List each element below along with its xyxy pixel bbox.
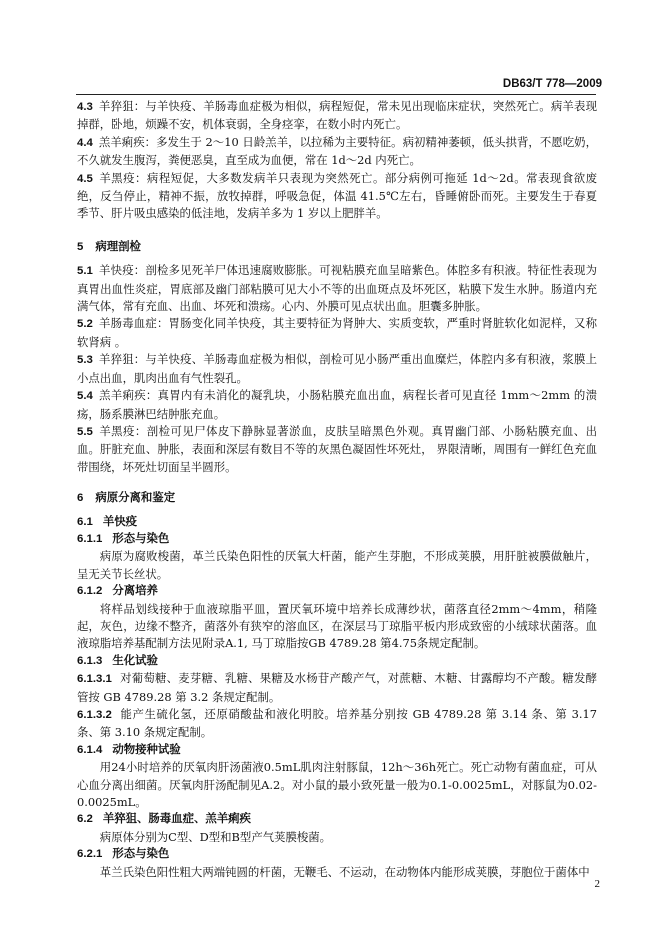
clause-5-3: 5.3 羊猝狙：与羊快疫、羊肠毒血症极为相似，剖检可见小肠严重出血糜烂，体腔内多有积液，浆膜上小点出血，肌肉出血有气性裂孔。 <box>77 352 597 385</box>
header-divider <box>76 94 596 95</box>
clause-4-3: 4.3 羊猝狙：与羊快疫、羊肠毒血症极为相似，病程短促，常未见出现临床症状，突然死亡。病羊表现掉群，卧地，烦躁不安，机体衰弱，全身痉挛，在数小时内死亡。 <box>77 99 597 132</box>
section-6-1-1-heading: 6.1.1 形态与染色 <box>77 532 170 545</box>
page-number: 2 <box>594 878 600 890</box>
document-body <box>77 98 597 881</box>
section-6-1-3-heading: 6.1.3 生化试验 <box>77 654 158 667</box>
section-5-heading: 5 病理剖检 <box>77 240 141 253</box>
paragraph-6-1-4: 用24小时培养的厌氧肉肝汤菌液0.5mL肌肉注射豚鼠，12h～36h死亡。死亡动物有菌血症，可从心血分离出细菌。厌氧肉肝汤配制见A.2。对小鼠的最小致死量一般为0.1-0.0025mL，对豚鼠为0.02-0.0025mL。 <box>77 760 597 810</box>
clause-5-1: 5.1 羊快疫：剖检多见死羊尸体迅速腐败膨胀。可视粘膜充血呈暗紫色。体腔多有积液。特征性表现为真胃出血性炎症，胃底部及幽门部粘膜可见大小不等的出血斑点及坏死区，粘膜下发生水肿。肠道内充满气体，常有充血、出血、坏死和溃疡。心内、外膜可见点状出血。胆囊多肿胀。 <box>77 263 597 314</box>
clause-text: 羊猝狙：与羊快疫、羊肠毒血症极为相似，病程短促，常未见出现临床症状，突然死亡。病羊表现掉群，卧地，烦躁不安，机体衰弱，全身痉挛，在数小时内死亡。 <box>77 99 597 132</box>
paragraph-6-1-1: 病原为腐败梭菌，革兰氏染色阳性的厌氧大杆菌，能产生芽胞，不形成荚膜，用肝脏被膜做触片，呈无关节长丝状。 <box>77 549 597 581</box>
clause-5-2: 5.2 羊肠毒血症：胃肠变化同羊快疫，其主要特征为肾肿大、实质变软，严重时肾脏软化如泥样，又称软肾病 。 <box>77 316 597 349</box>
clause-6-1-3-1: 6.1.3.1 对葡萄糖、麦芽糖、乳糖、果糖及水杨苷产酸产气，对蔗糖、木糖、甘露醇均不产酸。糖发酵管按 GB 4789.28 第 3.2 条规定配制。 <box>77 671 597 704</box>
section-6-1-4-heading: 6.1.4 动物接种试验 <box>77 743 181 756</box>
clause-6-1-3-2: 6.1.3.2 能产生硫化氢，还原硝酸盐和液化明胶。培养基分别按 GB 4789.28 第 3.14 条、第 3.17 条、第 3.10 条规定配制。 <box>77 707 597 740</box>
clause-5-4: 5.4 羔羊痢疾：真胃内有未消化的凝乳块，小肠粘膜充血出血，病程长者可见直径 1mm～2mm 的溃疡，肠系膜淋巴结肿胀充血。 <box>77 388 597 421</box>
clause-text: 羔羊痢疾：真胃内有未消化的凝乳块，小肠粘膜充血出血，病程长者可见直径 1mm～2mm 的溃疡，肠系膜淋巴结肿胀充血。 <box>77 388 597 421</box>
clause-text: 羊肠毒血症：胃肠变化同羊快疫，其主要特征为肾肿大、实质变软，严重时肾脏软化如泥样，又称软肾病 。 <box>77 316 597 349</box>
section-6-1-2-heading: 6.1.2 分离培养 <box>77 585 158 598</box>
clause-text: 羊黑疫：病程短促，大多数发病羊只表现为突然死亡。部分病例可拖延 1d～2d。常表现食欲废绝，反刍停止，精神不振，放牧掉群，呼吸急促，体温 41.5℃左右，昏睡俯卧而死。主要发生于春夏季节、肝片吸虫感染的低洼地，发病羊多为 1 岁以上肥胖羊。 <box>77 170 597 221</box>
clause-4-5: 4.5 羊黑疫：病程短促，大多数发病羊只表现为突然死亡。部分病例可拖延 1d～2d。常表现食欲废绝，反刍停止，精神不振，放牧掉群，呼吸急促，体温 41.5℃左右，昏睡俯卧而死。主要发生于春夏季节、肝片吸虫感染的低洼地，发病羊多为 1 岁以上肥胖羊。 <box>77 170 597 221</box>
section-6-2-heading: 6.2 羊猝狙、肠毒血症、羔羊痢疾 <box>77 813 251 826</box>
section-6-1-heading: 6.1 羊快疫 <box>77 515 138 528</box>
clause-text: 能产生硫化氢，还原硝酸盐和液化明胶。培养基分别按 GB 4789.28 第 3.14 条、第 3.17 条、第 3.10 条规定配制。 <box>77 707 597 740</box>
clause-text: 对葡萄糖、麦芽糖、乳糖、果糖及水杨苷产酸产气，对蔗糖、木糖、甘露醇均不产酸。糖发酵管按 GB 4789.28 第 3.2 条规定配制。 <box>77 671 597 704</box>
section-6-heading: 6 病原分离和鉴定 <box>77 492 176 505</box>
paragraph-6-2-1: 革兰氏染色阳性粗大两端钝圆的杆菌，无鞭毛、不运动，在动物体内能形成荚膜，芽胞位于菌体中 <box>99 864 590 879</box>
clause-text: 羊黑疫：剖检可见尸体皮下静脉显著淤血，皮肤呈暗黑色外观。真胃幽门部、小肠粘膜充血、出血。肝脏充血、肿胀，表面和深层有数目不等的灰黑色凝固性坏死灶， 界限清晰，周围有一鲜红色充血带围绕，坏死灶切面呈半圆形。 <box>77 423 597 474</box>
paragraph-6-2: 病原体分别为C型、D型和B型产气荚膜梭菌。 <box>99 829 332 844</box>
clause-text: 羊猝狙：与羊快疫、羊肠毒血症极为相似，剖检可见小肠严重出血糜烂，体腔内多有积液，浆膜上小点出血，肌肉出血有气性裂孔。 <box>77 352 597 385</box>
clause-text: 羔羊痢疾：多发生于 2～10 日龄羔羊，以拉稀为主要特征。病初精神萎顿，低头拱背，不愿吃奶，不久就发生腹泻，粪便恶臭，直至成为血便，常在 1d～2d 内死亡。 <box>77 134 597 168</box>
standard-code: DB63/T 778—2009 <box>502 78 602 90</box>
section-6-2-1-heading: 6.2.1 形态与染色 <box>77 848 170 861</box>
clause-4-4: 4.4 羔羊痢疾：多发生于 2～10 日龄羔羊，以拉稀为主要特征。病初精神萎顿，低头拱背，不愿吃奶，不久就发生腹泻，粪便恶臭，直至成为血便，常在 1d～2d 内死亡。 <box>77 134 597 168</box>
clause-text: 羊快疫：剖检多见死羊尸体迅速腐败膨胀。可视粘膜充血呈暗紫色。体腔多有积液。特征性表现为真胃出血性炎症，胃底部及幽门部粘膜可见大小不等的出血斑点及坏死区，粘膜下发生水肿。肠道内充满气体，常有充血、出血、坏死和溃疡。心内、外膜可见点状出血。胆囊多肿胀。 <box>77 263 597 314</box>
paragraph-6-1-2: 将样品划线接种于血液琼脂平皿，置厌氧环境中培养长成薄纱状，菌落直径2mm～4mm，稍隆起，灰色，边缘不整齐，菌落外有狭窄的溶血区，在深层马丁琼脂平板内形成致密的小绒球状菌落。血液琼脂培养基配制方法见附录A.1, 马丁琼脂按GB 4789.28 第4.75条规定配制。 <box>77 601 597 651</box>
clause-5-5: 5.5 羊黑疫：剖检可见尸体皮下静脉显著淤血，皮肤呈暗黑色外观。真胃幽门部、小肠粘膜充血、出血。肝脏充血、肿胀，表面和深层有数目不等的灰黑色凝固性坏死灶， 界限清晰，周围有一鲜红色充血带围绕，坏死灶切面呈半圆形。 <box>77 423 597 474</box>
